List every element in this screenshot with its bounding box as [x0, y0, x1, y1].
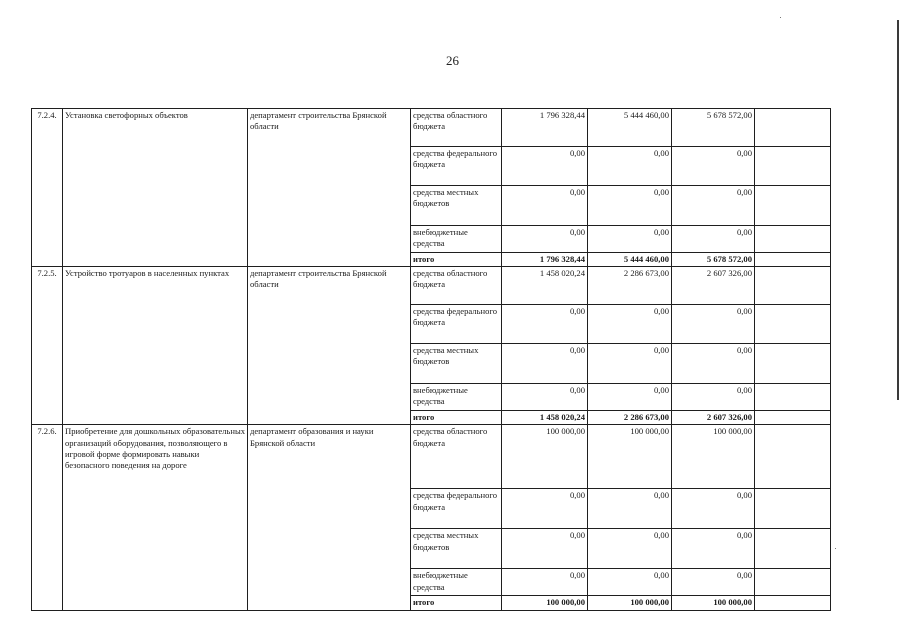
empty-cell: [755, 596, 831, 610]
funding-source: средства федерального бюджета: [411, 489, 502, 529]
amount-year-2: 0,00: [588, 384, 672, 411]
amount-year-2: 5 444 460,00: [588, 253, 672, 267]
budget-table-body: [32, 109, 831, 611]
table-row: [32, 425, 831, 489]
scan-speck: [835, 548, 836, 549]
funding-source: итого: [411, 596, 502, 610]
amount-year-3: 5 678 572,00: [672, 253, 755, 267]
item-code: 7.2.5.: [32, 267, 63, 425]
empty-cell: [755, 305, 831, 344]
item-name: Установка светофорных объектов: [63, 109, 248, 267]
funding-source: итого: [411, 253, 502, 267]
amount-year-2: 0,00: [588, 305, 672, 344]
item-code: 7.2.4.: [32, 109, 63, 267]
amount-year-1: 100 000,00: [502, 425, 588, 489]
amount-year-3: 0,00: [672, 226, 755, 253]
amount-year-2: 2 286 673,00: [588, 267, 672, 305]
amount-year-2: 0,00: [588, 226, 672, 253]
funding-source: внебюджетные средства: [411, 384, 502, 411]
empty-cell: [755, 226, 831, 253]
funding-source: средства областного бюджета: [411, 425, 502, 489]
empty-cell: [755, 147, 831, 186]
amount-year-1: 0,00: [502, 226, 588, 253]
amount-year-2: 0,00: [588, 489, 672, 529]
funding-source: средства местных бюджетов: [411, 344, 502, 384]
amount-year-2: 100 000,00: [588, 425, 672, 489]
amount-year-2: 0,00: [588, 186, 672, 226]
table-row: [32, 109, 831, 147]
amount-year-2: 0,00: [588, 569, 672, 596]
item-executor: департамент строительства Брянской области: [248, 267, 411, 425]
amount-year-3: 0,00: [672, 529, 755, 569]
amount-year-3: 0,00: [672, 569, 755, 596]
amount-year-1: 0,00: [502, 305, 588, 344]
empty-cell: [755, 425, 831, 489]
funding-source: средства федерального бюджета: [411, 305, 502, 344]
amount-year-3: 2 607 326,00: [672, 267, 755, 305]
scan-speck: [780, 17, 781, 18]
funding-source: внебюджетные средства: [411, 569, 502, 596]
amount-year-2: 0,00: [588, 529, 672, 569]
empty-cell: [755, 569, 831, 596]
amount-year-3: 0,00: [672, 344, 755, 384]
amount-year-3: 0,00: [672, 489, 755, 529]
amount-year-3: 0,00: [672, 305, 755, 344]
amount-year-2: 0,00: [588, 147, 672, 186]
amount-year-1: 0,00: [502, 186, 588, 226]
funding-source: средства местных бюджетов: [411, 186, 502, 226]
amount-year-3: 0,00: [672, 384, 755, 411]
amount-year-3: 0,00: [672, 186, 755, 226]
funding-source: внебюджетные средства: [411, 226, 502, 253]
amount-year-1: 100 000,00: [502, 596, 588, 610]
item-code: 7.2.6.: [32, 425, 63, 610]
amount-year-2: 2 286 673,00: [588, 411, 672, 425]
amount-year-1: 0,00: [502, 344, 588, 384]
empty-cell: [755, 344, 831, 384]
funding-source: итого: [411, 411, 502, 425]
amount-year-2: 5 444 460,00: [588, 109, 672, 147]
amount-year-1: 1 796 328,44: [502, 109, 588, 147]
amount-year-1: 0,00: [502, 384, 588, 411]
funding-source: средства местных бюджетов: [411, 529, 502, 569]
amount-year-2: 100 000,00: [588, 596, 672, 610]
amount-year-3: 100 000,00: [672, 425, 755, 489]
item-name: Устройство тротуаров в населенных пунктах: [63, 267, 248, 425]
empty-cell: [755, 529, 831, 569]
empty-cell: [755, 489, 831, 529]
amount-year-1: 0,00: [502, 569, 588, 596]
empty-cell: [755, 109, 831, 147]
item-executor: департамент образования и науки Брянской области: [248, 425, 411, 610]
amount-year-1: 1 458 020,24: [502, 267, 588, 305]
table-row: [32, 267, 831, 305]
amount-year-1: 0,00: [502, 147, 588, 186]
scan-edge-line: [897, 20, 899, 400]
amount-year-1: 1 458 020,24: [502, 411, 588, 425]
item-executor: департамент строительства Брянской области: [248, 109, 411, 267]
budget-table: [31, 108, 831, 611]
amount-year-1: 0,00: [502, 529, 588, 569]
funding-source: средства областного бюджета: [411, 267, 502, 305]
funding-source: средства федерального бюджета: [411, 147, 502, 186]
empty-cell: [755, 411, 831, 425]
amount-year-3: 2 607 326,00: [672, 411, 755, 425]
amount-year-2: 0,00: [588, 344, 672, 384]
item-name: Приобретение для дошкольных образовательных организаций оборудования, позволяющего в игровой форме формировать навыки безопасного поведения на дороге: [63, 425, 248, 610]
amount-year-3: 5 678 572,00: [672, 109, 755, 147]
amount-year-3: 100 000,00: [672, 596, 755, 610]
amount-year-1: 0,00: [502, 489, 588, 529]
page-number: 26: [446, 53, 459, 68]
empty-cell: [755, 267, 831, 305]
funding-source: средства областного бюджета: [411, 109, 502, 147]
empty-cell: [755, 186, 831, 226]
amount-year-3: 0,00: [672, 147, 755, 186]
amount-year-1: 1 796 328,44: [502, 253, 588, 267]
empty-cell: [755, 384, 831, 411]
empty-cell: [755, 253, 831, 267]
